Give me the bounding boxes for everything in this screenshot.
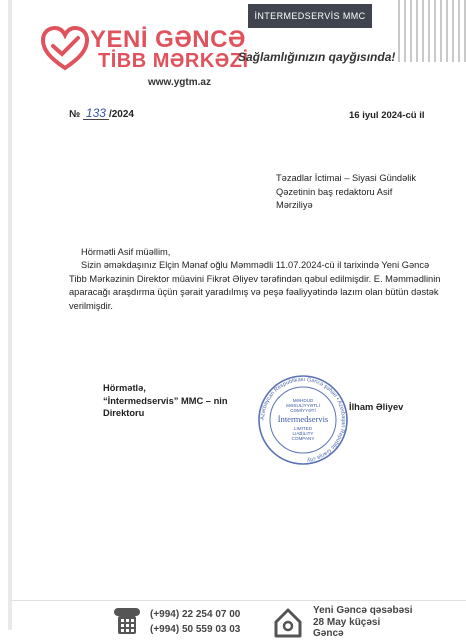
signature-block (103, 382, 228, 420)
letter-number (69, 108, 134, 120)
letter-date: 16 iyul 2024-cü il (349, 110, 425, 121)
letter-body (69, 246, 449, 313)
address-line: 28 May küçəsi (313, 616, 381, 628)
footer-divider (10, 600, 466, 601)
greeting: Hörmətli Asif müəllim, (81, 247, 171, 257)
phone-number[interactable]: (+994) 50 559 03 03 (150, 624, 241, 635)
recipient-line: Qəzetinin baş redaktoru Asif (276, 186, 393, 197)
number-prefix: № (69, 109, 81, 120)
number-suffix: /2024 (108, 109, 134, 120)
stamp-inner-line: CƏMİYYƏTİ (290, 408, 316, 413)
home-location-icon (272, 606, 304, 638)
stamp-outer-text: Azərbaycan Respublikası Gəncə şəhəri • Azerbaijan Republic Ganja city (259, 376, 347, 463)
stamp-inner-line: COMPANY (291, 436, 315, 441)
closing: Hörmətlə, (103, 383, 146, 393)
heart-logo-icon (40, 26, 90, 72)
page-edge-shadow (8, 0, 12, 630)
company-stamp (257, 374, 349, 466)
address-line: Yeni Gəncə qəsəbəsi (313, 605, 413, 616)
stamp-inner-line: MƏSULİYYƏTLİ (286, 403, 320, 408)
number-value: 133 (83, 108, 109, 120)
footer-address (313, 605, 413, 640)
stamp-center-text: İntermedservis (277, 414, 329, 424)
signer-name: İlham Əliyev (349, 402, 404, 412)
phone-numbers (150, 607, 240, 637)
recipient-block (276, 172, 446, 213)
stamp-inner-line: MƏHDUD (292, 398, 314, 403)
slogan: Sağlamlığınızın qayğısında! (238, 50, 396, 64)
signer-title: Direktoru (103, 408, 145, 419)
stamp-inner-line: LIMITED (293, 426, 313, 431)
address-line: Gəncə (313, 628, 344, 639)
recipient-line: Mərziliyə (276, 200, 313, 210)
logo-subtitle: TİBB MƏRKƏZİ (98, 50, 249, 72)
logo-title: YENİ GƏNCƏ (90, 26, 246, 53)
body-paragraph: Sizin əməkdaşınız Elçin Mənaf oğlu Məmmədli 11.07.2024-cü il tarixində Yeni Gəncə Tibb Mərkəzinin Direktor müavini Fikrət Əliyev tərəfindən qəbul edilmişdir. E. Məmmədlinin aparacağı araşdırma üçün şərait yaradılmış və peşə fəaliyyətində lazım olan bütün dəstək verilmişdir. (69, 260, 441, 311)
phone-icon (112, 604, 142, 636)
signer-organization: “İntermedservis” MMC – nin (103, 395, 228, 406)
phone-number[interactable]: (+994) 22 254 07 00 (150, 609, 241, 620)
decorative-stripes (398, 0, 466, 62)
recipient-line: Təzadlar İctimai – Siyasi Gündəlik (276, 173, 417, 183)
website-link[interactable]: www.ygtm.az (148, 77, 211, 88)
company-banner: İNTERMEDSERVİS MMC (248, 4, 372, 28)
stamp-inner-line: LIABILITY (292, 431, 314, 436)
